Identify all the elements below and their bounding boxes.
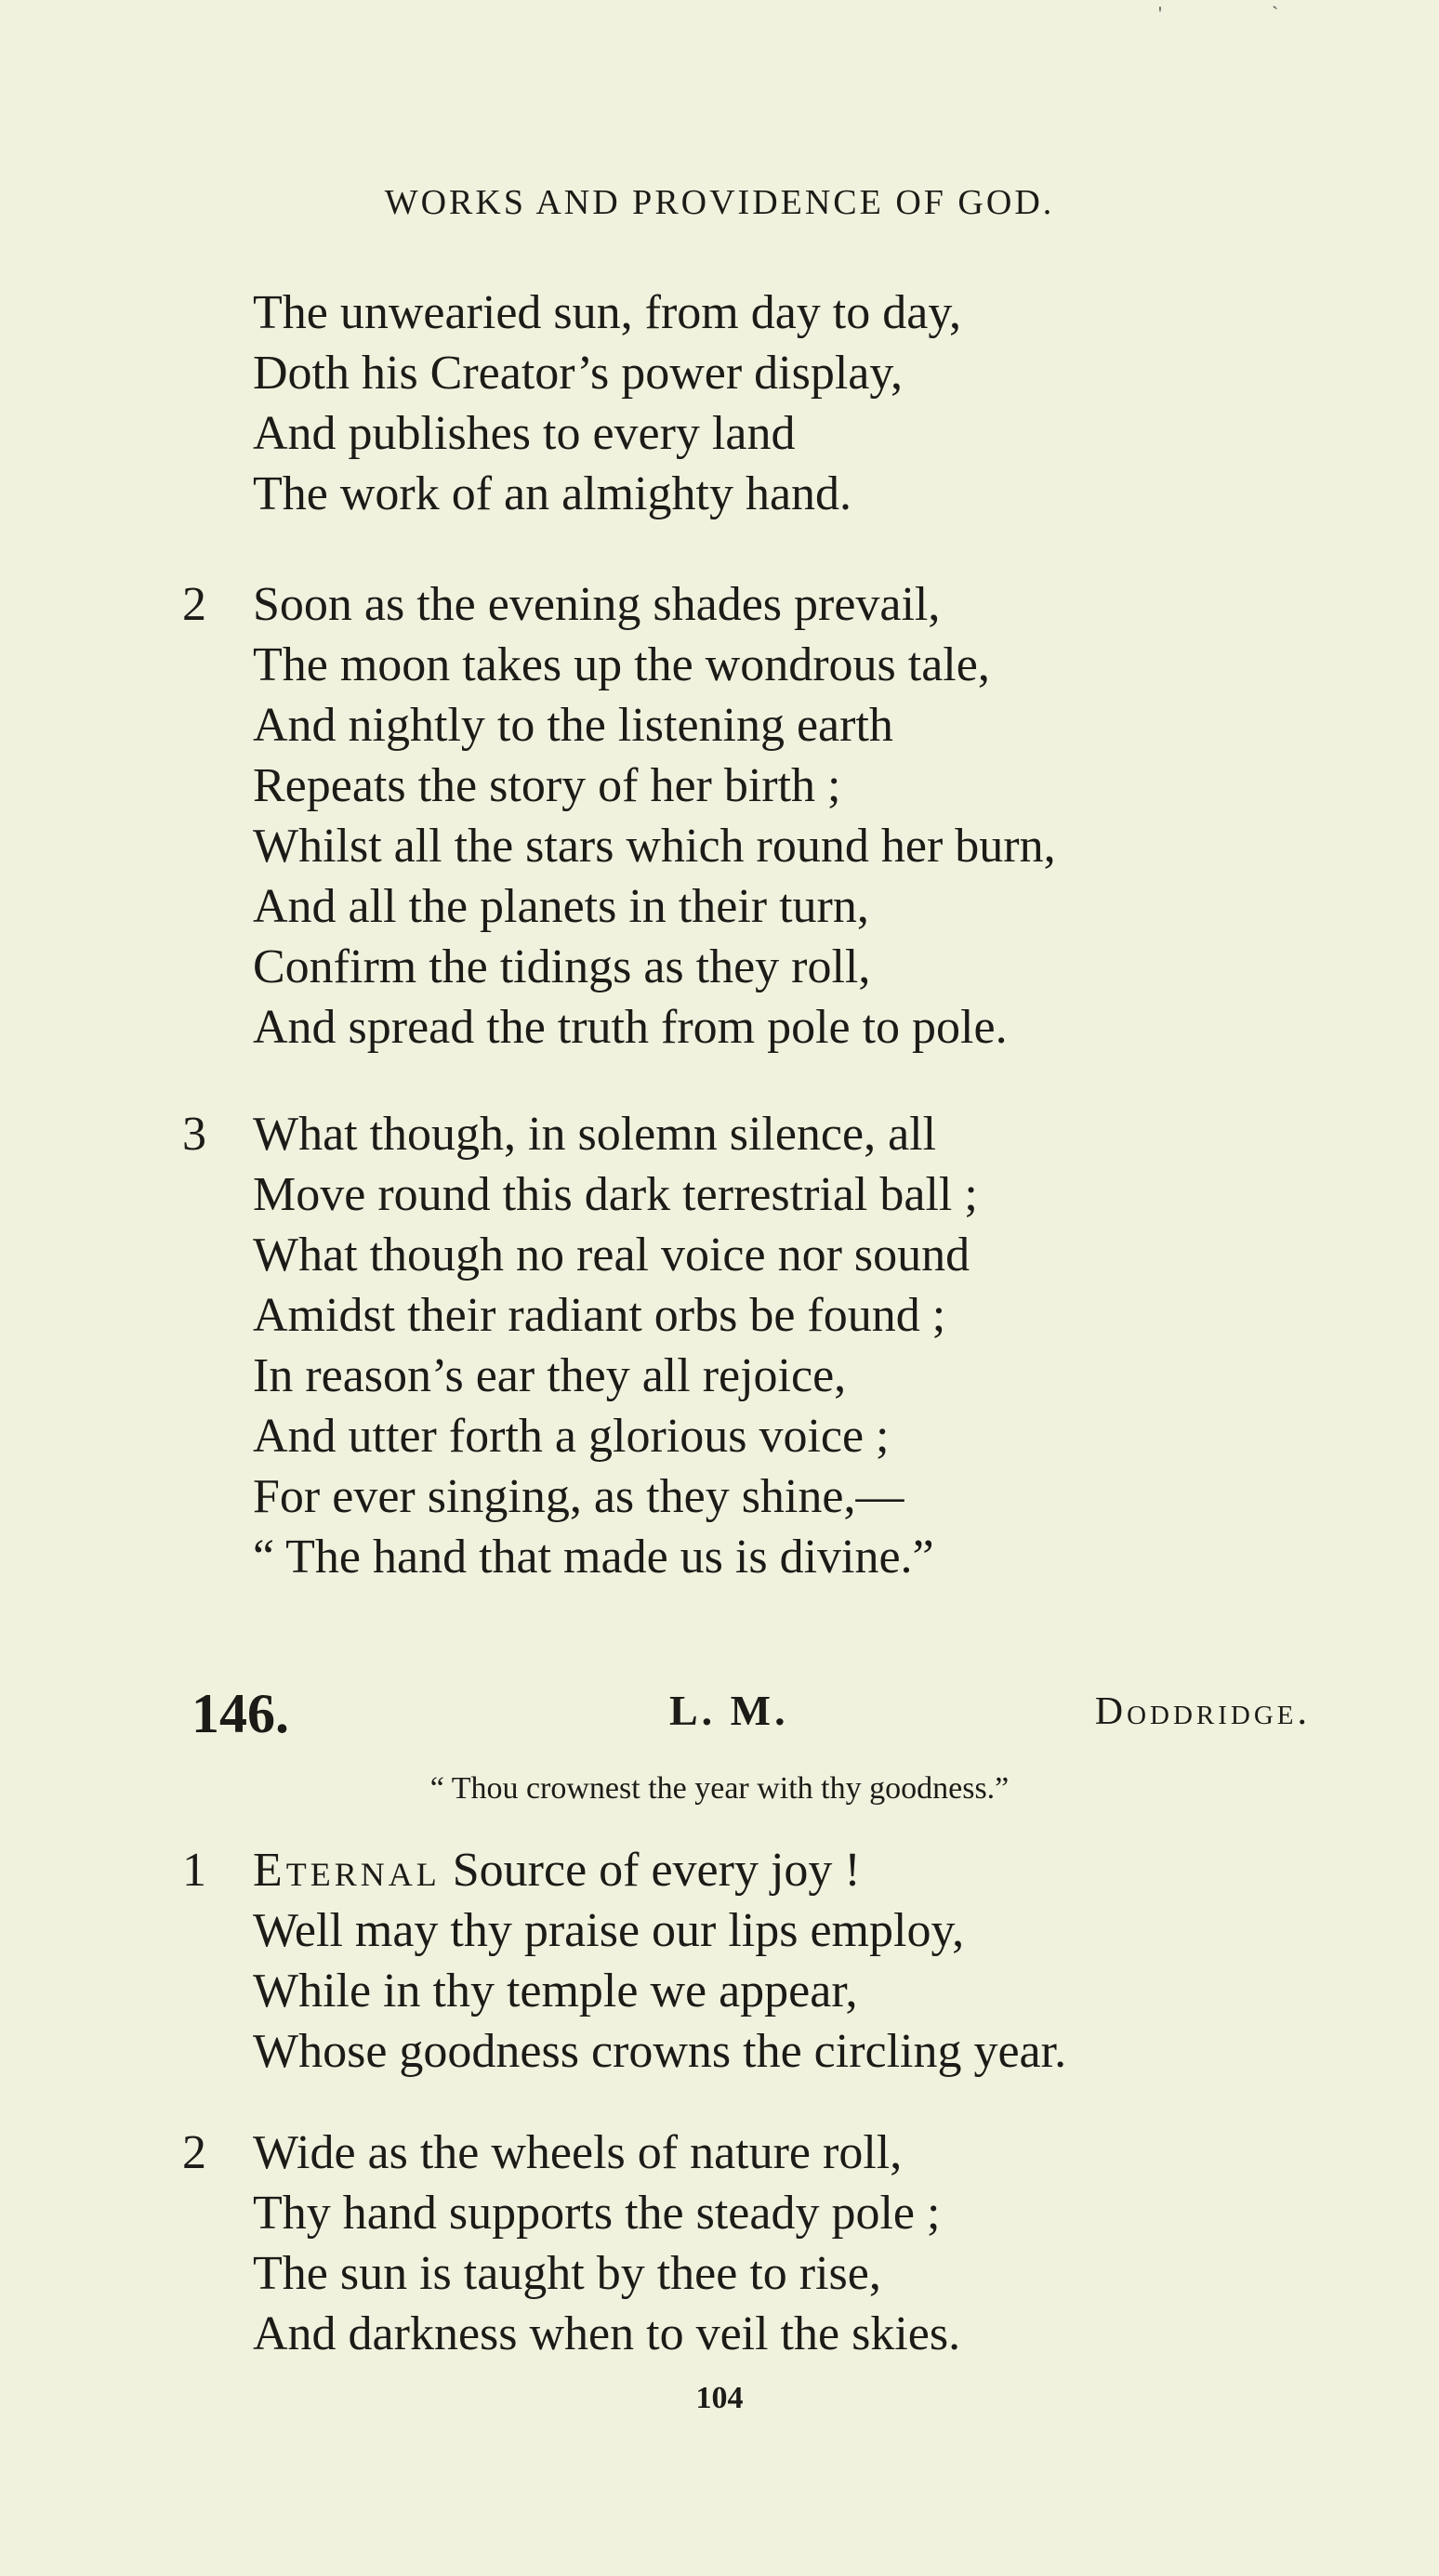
- page-number: 104: [695, 2381, 744, 2415]
- stanza-number: 2: [182, 2126, 206, 2179]
- top-mark-left: ': [1158, 2, 1162, 25]
- stanza-number: 3: [182, 1108, 206, 1161]
- stanza-number: 2: [182, 578, 206, 631]
- hymn-number: 146.: [191, 1683, 289, 1744]
- running-head: WORKS AND PROVIDENCE OF GOD.: [384, 183, 1055, 222]
- hymn-author: Doddridge.: [1094, 1690, 1311, 1733]
- top-mark-right: `: [1272, 2, 1279, 25]
- stanza-number: 1: [182, 1844, 206, 1897]
- hymn-meter: L. M.: [669, 1687, 789, 1734]
- hymn-header: [186, 1682, 1311, 1747]
- first-word-small-caps: Eternal: [253, 1844, 441, 1897]
- hymn-epigraph: “ Thou crownest the year with thy goodness.”: [429, 1771, 1010, 1806]
- hymnal-page: ' ` WORKS AND PROVIDENCE OF GOD. The unwearied sun, from day to day, Doth his Creator’s power display, And publishes to every land The work of an almighty hand. 2 Soon as the evening shades prevail, The moon takes up the wondrous tale, And nightly to the listening earth Repeats the story of her birth ; Whilst all the stars which round her burn, And all the planets in their turn, Confirm the tidings as they roll, And spread the truth from pole to pole. 3 What though, in solemn silence, all Move round this dark terrestrial ball ; What though no real voice nor sound Amidst their radiant orbs be found ; In reason’s ear they all rejoice, And utter forth a glorious voice ; For ever singing, as they shine,— “ The hand that made us is divine.” 146. L. M. Doddridge. “ Thou crownest the year with thy goodness.” 1 Eternal Source of every joy ! Well may thy praise our lips employ, While in thy temple we appear, Whose goodness crowns the circling year. 2 Wide as the wheels of nature roll, Thy hand supports the steady pole ; The sun is taught by thee to rise, And darkness when to veil the skies. 104: [0, 0, 1439, 2576]
